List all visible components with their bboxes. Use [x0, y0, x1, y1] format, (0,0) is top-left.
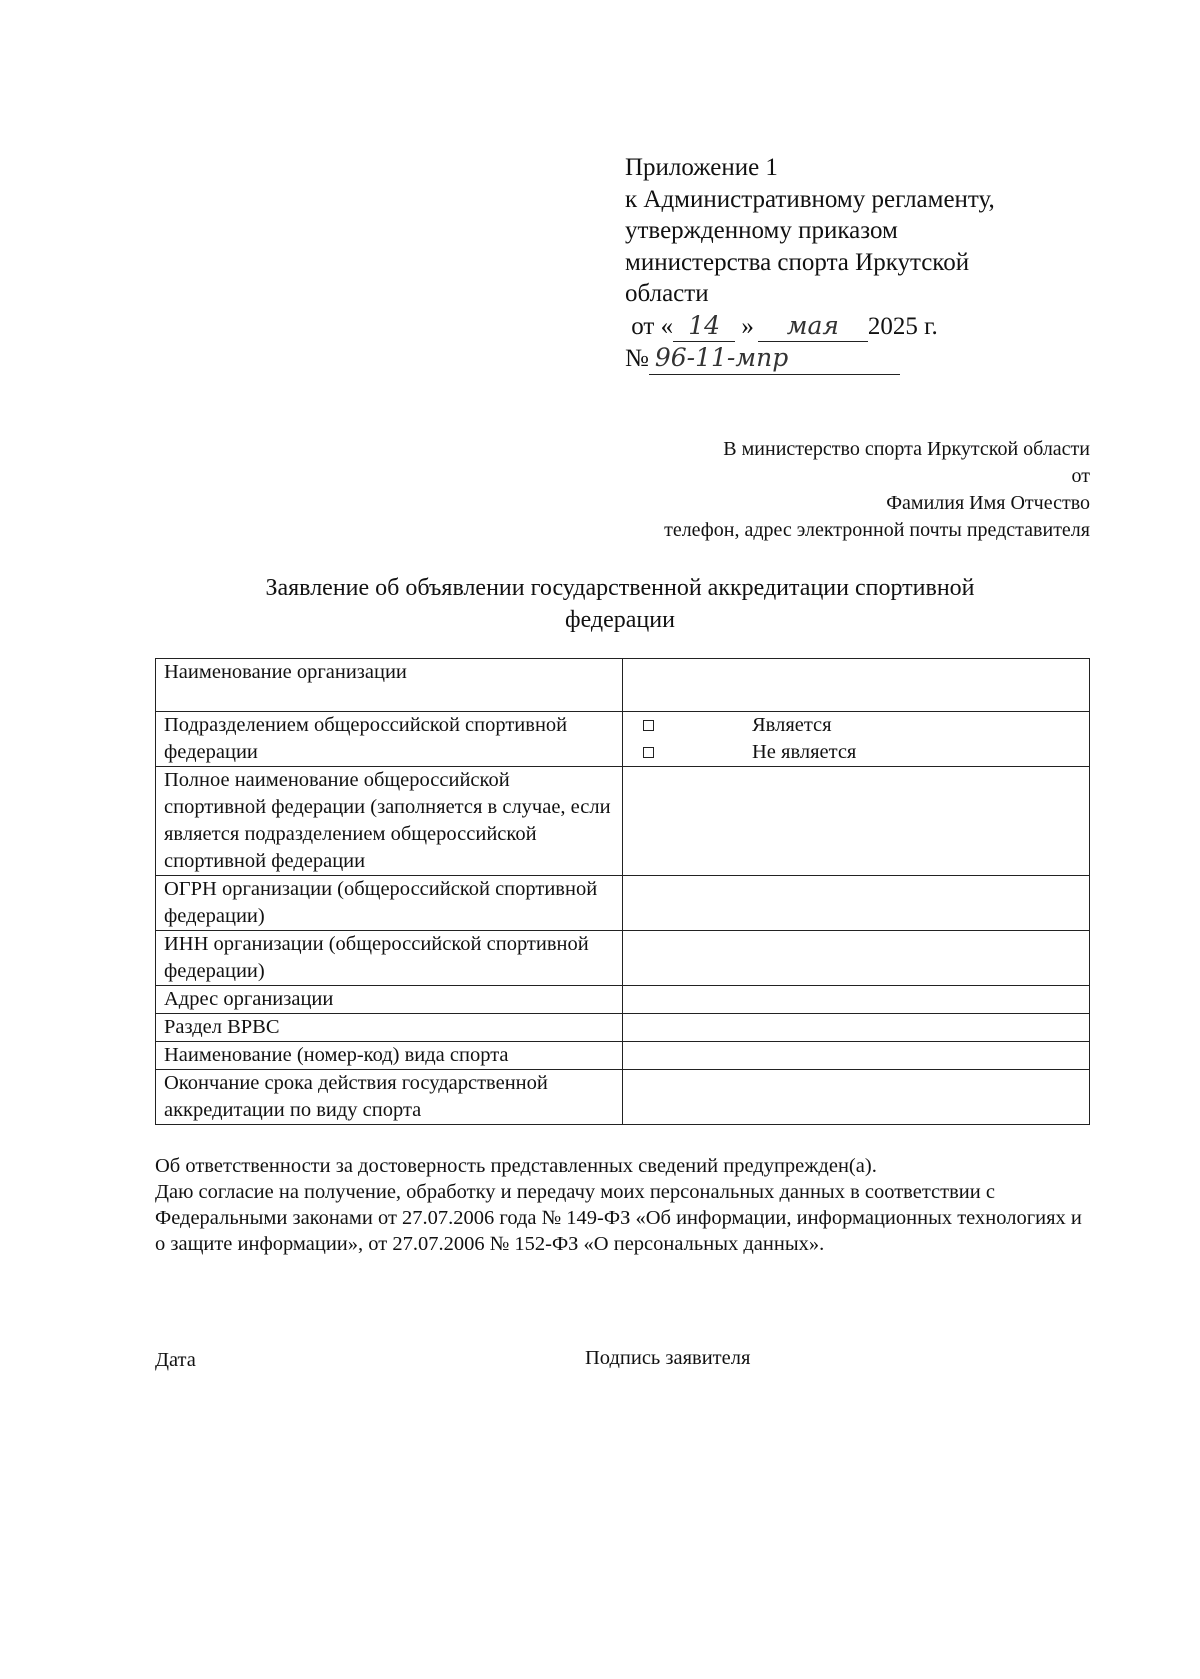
field-value-federation-full-name[interactable] — [623, 767, 1090, 876]
annex-line: утвержденному приказом — [625, 217, 898, 244]
option-label: Является — [752, 714, 832, 736]
annex-header — [625, 152, 995, 375]
annex-line: Приложение 1 — [625, 154, 778, 181]
consent-text — [155, 1153, 1095, 1257]
annex-line: к Административному регламенту, — [625, 185, 995, 213]
table-row — [156, 659, 1090, 712]
field-label: ИНН организации (общероссийской спортивной федерации) — [156, 931, 623, 986]
annex-line: области — [625, 280, 709, 307]
table-row — [156, 1014, 1090, 1042]
applicant-name: Фамилия Имя Отчество — [886, 492, 1090, 514]
field-options — [623, 712, 1090, 767]
document-title — [150, 572, 1090, 636]
table-row — [156, 931, 1090, 986]
option-label: Не является — [752, 741, 857, 763]
recipient-to: В министерство спорта Иркутской области — [723, 438, 1090, 460]
table-row — [156, 986, 1090, 1014]
field-label: Раздел ВРВС — [156, 1014, 623, 1042]
field-label: Подразделением общероссийской спортивной федерации — [156, 712, 623, 767]
date-label: Дата — [155, 1349, 196, 1371]
option-is-not[interactable] — [631, 739, 1081, 766]
field-label: Наименование организации — [156, 659, 623, 712]
field-value-vrvs-section[interactable] — [623, 1014, 1090, 1042]
annex-number-line — [625, 342, 995, 375]
field-value-inn[interactable] — [623, 931, 1090, 986]
field-value-organization-name[interactable] — [623, 659, 1090, 712]
applicant-contacts: телефон, адрес электронной почты представителя — [664, 519, 1090, 541]
date-mid: » — [741, 312, 754, 340]
field-value-address[interactable] — [623, 986, 1090, 1014]
field-value-ogrn[interactable] — [623, 876, 1090, 931]
checkbox[interactable] — [643, 747, 654, 758]
application-form-table — [155, 658, 1090, 1125]
table-row — [156, 1042, 1090, 1070]
field-label: Адрес организации — [156, 986, 623, 1014]
table-row — [156, 712, 1090, 767]
field-label: ОГРН организации (общероссийской спортивной федерации) — [156, 876, 623, 931]
field-value-accreditation-end[interactable] — [623, 1070, 1090, 1125]
field-label: Наименование (номер-код) вида спорта — [156, 1042, 623, 1070]
field-value-sport-name-code[interactable] — [623, 1042, 1090, 1070]
table-row — [156, 767, 1090, 876]
signature-label: Подпись заявителя — [585, 1347, 751, 1369]
date-prefix: от « — [631, 312, 674, 340]
day-handwritten: 14 — [673, 310, 735, 343]
responsibility-statement: Об ответственности за достоверность представленных сведений предупрежден(а). — [155, 1155, 877, 1177]
personal-data-consent: Даю согласие на получение, обработку и передачу моих персональных данных в соответствии с Федеральными законами от 27.07.2006 года № 149-ФЗ «Об информации, информационных технологиях и о защите информации», от 27.07.2006 № 152-ФЗ «О персональных данных». — [155, 1181, 1082, 1255]
recipient-block — [664, 436, 1090, 544]
number-prefix: № — [625, 345, 649, 372]
title-line: федерации — [565, 607, 675, 633]
year: 2025 г. — [867, 312, 938, 340]
recipient-from: от — [1071, 465, 1090, 487]
month-handwritten: мая — [758, 310, 868, 343]
table-row — [156, 1070, 1090, 1125]
table-row — [156, 876, 1090, 931]
field-label: Окончание срока действия государственной аккредитации по виду спорта — [156, 1070, 623, 1125]
title-line: Заявление об объявлении государственной аккредитации спортивной — [265, 575, 975, 601]
option-is[interactable] — [631, 712, 1081, 739]
annex-line: министерства спорта Иркутской — [625, 248, 970, 276]
number-handwritten: 96-11-мпр — [649, 342, 900, 375]
checkbox[interactable] — [643, 720, 654, 731]
field-label: Полное наименование общероссийской спортивной федерации (заполняется в случае, если является подразделением общероссийской спортивной федерации — [156, 767, 623, 876]
annex-date-line — [625, 310, 995, 343]
